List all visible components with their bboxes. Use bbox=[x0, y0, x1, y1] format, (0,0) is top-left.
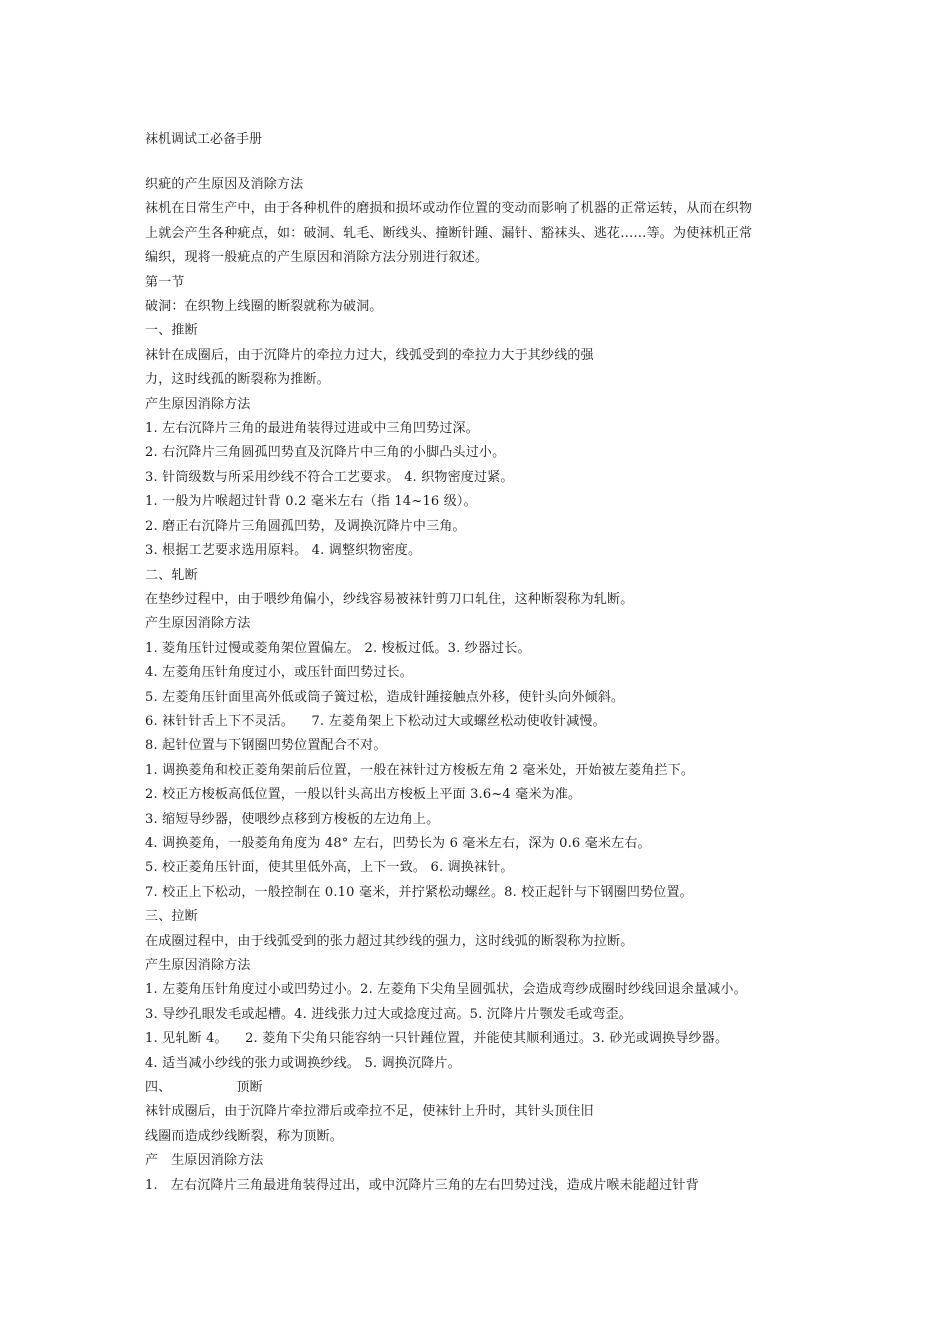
document-body bbox=[145, 173, 815, 1198]
text-line: 袜机在日常生产中，由于各种机件的磨损和损坏或动作位置的变动而影响了机器的正常运转，从而在织物 bbox=[145, 201, 753, 217]
text-line: 4. 左菱角压针角度过小，或压针面凹势过长。 bbox=[145, 665, 413, 681]
document-page bbox=[145, 130, 815, 1198]
text-line: 5. 校正菱角压针面，使其里低外高，上下一致。 6. 调换袜针。 bbox=[145, 860, 514, 876]
text-line: 产生原因消除方法 bbox=[145, 616, 251, 632]
text-line: 2. 校正方梭板高低位置，一般以针头高出方梭板上平面 3.6~4 毫米为准。 bbox=[145, 787, 582, 803]
text-line: 1. 一般为片喉超过针背 0.2 毫米左右（指 14~16 级）。 bbox=[145, 494, 477, 510]
text-line: 6. 袜针针舌上下不灵活。 7. 左菱角架上下松动过大或螺丝松动使收针减慢。 bbox=[145, 713, 606, 729]
text-line: 5. 左菱角压针面里高外低或筒子簧过松，造成针踵接触点外移，使针头向外倾斜。 bbox=[145, 689, 625, 705]
text-line: 1. 左菱角压针角度过小或凹势过小。2. 左菱角下尖角呈圆弧状，会造成弯纱成圈时纱线回退余量减小。 bbox=[145, 982, 747, 998]
text-line: 三、拉断 bbox=[145, 909, 198, 925]
text-line: 产生原因消除方法 bbox=[145, 958, 251, 973]
spacer bbox=[145, 150, 815, 173]
text-line: 在成圈过程中，由于线弧受到的张力超过其纱线的强力，这时线弧的断裂称为拉断。 bbox=[145, 933, 634, 949]
text-line: 线圈而造成纱线断裂，称为顶断。 bbox=[145, 1128, 344, 1144]
text-line: 力，这时线孤的断裂称为推断。 bbox=[145, 372, 330, 388]
text-line: 4. 调换菱角，一般菱角角度为 48° 左右，凹势长为 6 毫米左右，深为 0.6 毫米左右。 bbox=[145, 835, 651, 851]
text-line: 4. 适当减小纱线的张力或调换纱线。 5. 调换沉降片。 bbox=[145, 1055, 461, 1071]
text-line: 2. 右沉降片三角圆孤凹势直及沉降片中三角的小脚凸头过小。 bbox=[145, 445, 506, 461]
text-line: 1. 左右沉降片三角最进角装得过出，或中沉降片三角的左右凹势过浅，造成片喉未能超过针背 bbox=[145, 1177, 699, 1193]
text-line: 袜针在成圈后，由于沉降片的牵拉力过大，线弧受到的牵拉力大于其纱线的强 bbox=[145, 347, 594, 363]
text-line: 3. 根据工艺要求选用原料。 4. 调整织物密度。 bbox=[145, 543, 422, 559]
text-line: 破洞：在织物上线圈的断裂就称为破洞。 bbox=[145, 299, 383, 315]
text-line: 7. 校正上下松动，一般控制在 0.10 毫米，并拧紧松动螺丝。8. 校正起针与下钢圈凹势位置。 bbox=[145, 884, 693, 900]
text-line: 1. 见轧断 4。 2. 菱角下尖角只能容纳一只针踵位置，并能使其顺利通过。3. 砂光或调换导纱器。 bbox=[145, 1031, 729, 1047]
text-line: 2. 磨正右沉降片三角圆孤凹势，及调换沉降片中三角。 bbox=[145, 518, 466, 534]
text-line: 1. 调换菱角和校正菱角架前后位置，一般在袜针过方梭板左角 2 毫米处，开始被左菱角拦下。 bbox=[145, 762, 695, 778]
text-line: 3. 针筒级数与所采用纱线不符合工艺要求。 4. 织物密度过紧。 bbox=[145, 469, 514, 485]
text-line: 1. 左右沉降片三角的最进角装得过进或中三角凹势过深。 bbox=[145, 421, 479, 437]
text-line: 3. 缩短导纱器，使喂纱点移到方梭板的左边角上。 bbox=[145, 811, 440, 827]
text-line: 四、 顶断 bbox=[145, 1080, 263, 1096]
text-line: 1. 菱角压针过慢或菱角架位置偏左。 2. 梭板过低。3. 纱器过长。 bbox=[145, 640, 531, 656]
text-line: 产 生原因消除方法 bbox=[145, 1153, 264, 1169]
text-line: 第一节 bbox=[145, 274, 185, 290]
text-line: 一、推断 bbox=[145, 323, 198, 339]
text-line: 编织，现将一般疵点的产生原因和消除方法分别进行叙述。 bbox=[145, 250, 489, 266]
text-line: 二、轧断 bbox=[145, 567, 198, 583]
document-title: 袜机调试工必备手册 bbox=[145, 132, 263, 147]
text-line: 3. 导纱孔眼发毛或起槽。4. 进线张力过大或捻度过高。5. 沉降片片颚发毛或弯歪。 bbox=[145, 1006, 633, 1022]
text-line: 产生原因消除方法 bbox=[145, 396, 251, 412]
text-line: 上就会产生各种疵点，如：破洞、轧毛、断线头、撞断针踵、漏针、豁袜头、逃花……等。为使袜机正常 bbox=[145, 225, 753, 241]
text-line: 在垫纱过程中，由于喂纱角偏小，纱线容易被袜针剪刀口轧住，这种断裂称为轧断。 bbox=[145, 591, 634, 607]
text-line: 袜针成圈后，由于沉降片牵拉滞后或牵拉不足，使袜针上升时，其针头顶住旧 bbox=[145, 1104, 594, 1120]
text-line: 织疵的产生原因及消除方法 bbox=[145, 177, 304, 192]
text-line: 8. 起针位置与下钢圈凹势位置配合不对。 bbox=[145, 738, 387, 754]
